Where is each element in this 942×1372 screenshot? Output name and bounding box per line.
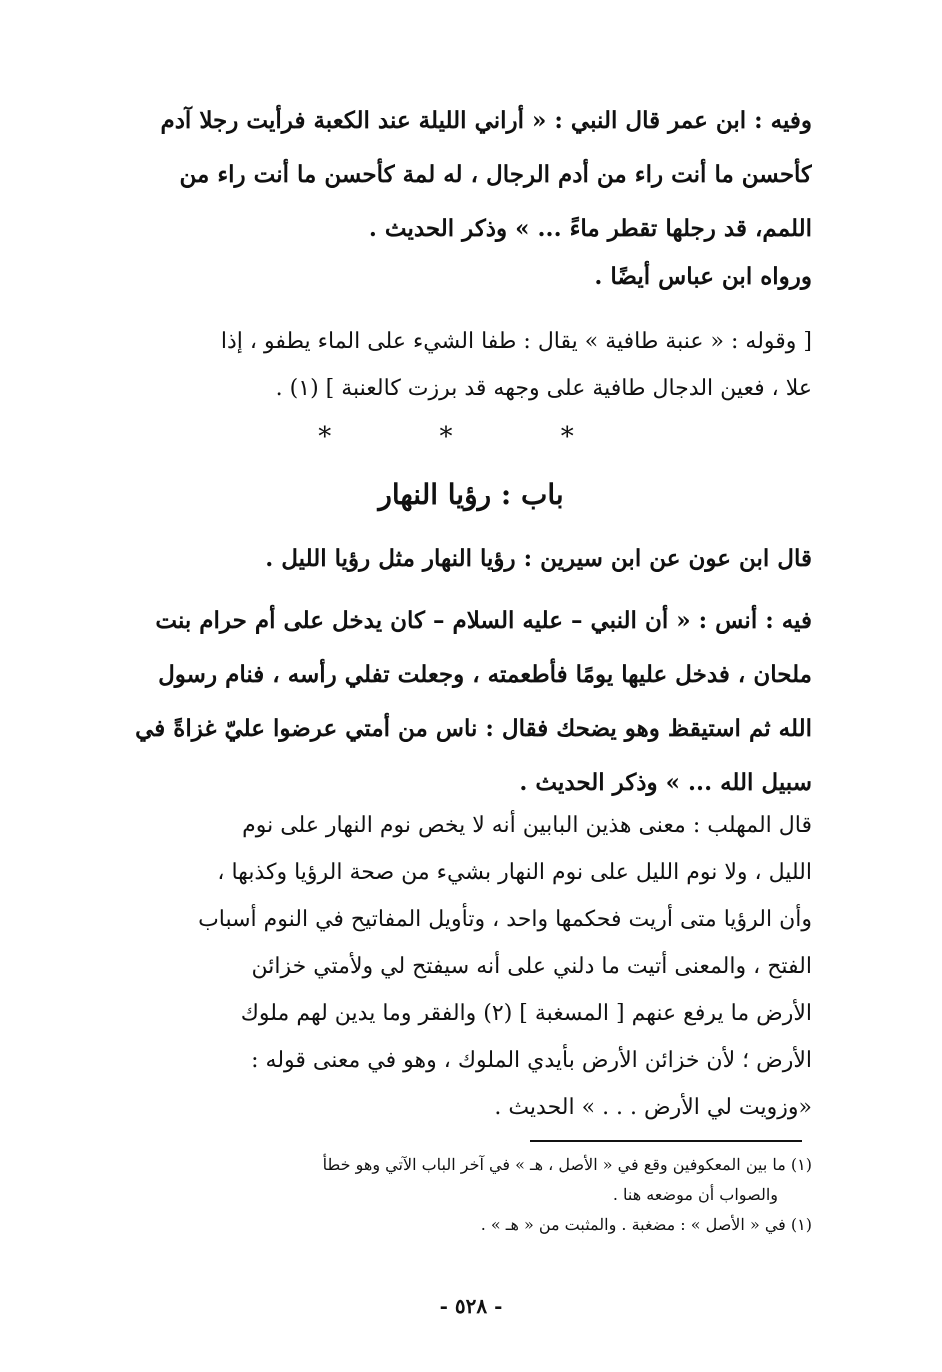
page-number: - ٥٢٨ - xyxy=(439,1294,503,1318)
paragraph-ibn-abbas-narration xyxy=(130,250,812,304)
chapter-title: باب : رؤيا النهار xyxy=(378,478,564,511)
text-line: كأحسن ما أنت راء من أدم الرجال ، له لمة كأحسن ما أنت راء من xyxy=(179,161,812,188)
paragraph-ibn-umar-hadith xyxy=(130,94,812,256)
text-line: قال ابن عون عن ابن سيرين : رؤيا النهار مثل رؤيا الليل . xyxy=(265,545,812,572)
text-line: سبيل الله ... » وذكر الحديث . xyxy=(519,769,812,796)
text-line: الأرض ؛ لأن خزائن الأرض بأيدي الملوك ، وهو في معنى قوله : xyxy=(251,1048,812,1073)
footnote-line: والصواب أن موضعه هنا . xyxy=(612,1185,778,1204)
text-line: وأن الرؤيا متى أريت فحكمها واحد ، وتأويل المفاتيح في النوم أسباب xyxy=(198,907,812,932)
text-line: [ وقوله : « عنبة طافية » يقال : طفا الشيء على الماء يطفو ، إذا xyxy=(220,329,812,354)
paragraph-anas-hadith xyxy=(130,594,812,810)
section-separator: * * * xyxy=(318,422,624,452)
text-line: فيه : أنس : « أن النبي – عليه السلام – كان يدخل على أم حرام بنت xyxy=(155,607,812,634)
paragraph-ibn-sirin-saying xyxy=(130,532,812,586)
text-line: الأرض ما يرفع عنهم [ المسغبة ] (٢) والفقر وما يدين لهم ملوك xyxy=(240,1001,812,1026)
footnotes xyxy=(130,1150,812,1240)
paragraph-explanation xyxy=(130,318,812,412)
text-line: قال المهلب : معنى هذين البابين أنه لا يخص نوم النهار على نوم xyxy=(242,813,812,838)
footnote-line: (١) ما بين المعكوفين وقع في « الأصل ، هـ » في آخر الباب الآتي وهو خطأ xyxy=(322,1155,812,1174)
text-line: وفيه : ابن عمر قال النبي : « أراني الليلة عند الكعبة فرأيت رجلا آدم xyxy=(160,107,812,134)
text-line: ملحان ، فدخل عليها يومًا فأطعمته ، وجعلت تفلي رأسه ، فنام رسول xyxy=(158,661,812,688)
footnote-divider xyxy=(530,1140,802,1142)
text-line: علا ، فعين الدجال طافية على وجهه قد برزت كالعنبة ] (١) . xyxy=(275,376,812,401)
text-line: «وزويت لي الأرض . . . » الحديث . xyxy=(494,1095,812,1120)
text-line: الله ثم استيقظ وهو يضحك فقال : ناس من أمتي عرضوا عليّ غزاةً في xyxy=(135,715,812,742)
paragraph-muhallab-commentary xyxy=(130,802,812,1131)
text-line: اللمم، قد رجلها تقطر ماءً ... » وذكر الحديث . xyxy=(368,215,812,242)
text-line: ورواه ابن عباس أيضًا . xyxy=(594,263,812,290)
text-line: الليل ، ولا نوم الليل على نوم النهار بشيء من صحة الرؤيا وكذبها ، xyxy=(217,860,812,885)
text-line: الفتح ، والمعنى أتيت ما دلني على أنه سيفتح لي ولأمتي خزائن xyxy=(251,954,812,979)
footnote-line: (١) في « الأصل » : مضغبة . والمثبت من « هـ » . xyxy=(480,1215,812,1234)
